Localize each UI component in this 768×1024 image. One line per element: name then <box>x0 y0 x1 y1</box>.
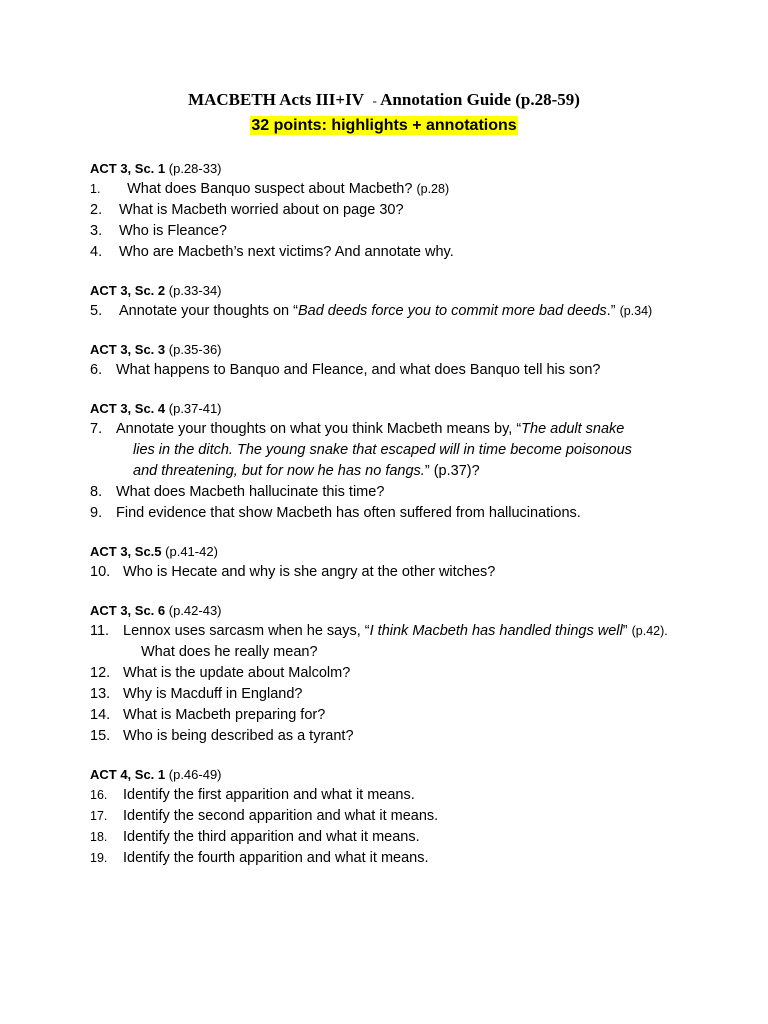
question-item: 3. Who is Fleance? <box>90 223 227 239</box>
question-item: 18. Identify the third apparition and what it means. <box>90 829 420 845</box>
section-act3-sc2 <box>90 280 730 322</box>
question-item: 5. Annotate your thoughts on “Bad deeds force you to commit more bad deeds.” (p.34) <box>90 303 653 319</box>
question-item: 12. What is the update about Malcolm? <box>90 665 351 681</box>
title-separator: - <box>372 93 377 108</box>
section-heading: ACT 3, Sc. 1 (p.28-33) <box>90 161 222 176</box>
question-continuation: and threatening, but for now he has no fangs.” (p.37)? <box>133 463 480 479</box>
question-item: 9. Find evidence that show Macbeth has often suffered from hallucinations. <box>90 505 581 521</box>
question-item: 7. Annotate your thoughts on what you think Macbeth means by, “The adult snake <box>90 421 625 437</box>
section-act3-sc3 <box>90 339 730 381</box>
question-item: 1. What does Banquo suspect about Macbeth? (p.28) <box>90 181 450 197</box>
section-heading: ACT 3, Sc. 2 (p.33-34) <box>90 283 222 298</box>
question-item: 19. Identify the fourth apparition and what it means. <box>90 850 429 866</box>
title-rest: Annotation Guide (p.28-59) <box>380 90 580 109</box>
question-item: 14. What is Macbeth preparing for? <box>90 707 326 723</box>
section-heading: ACT 4, Sc. 1 (p.46-49) <box>90 767 222 782</box>
section-act3-sc5 <box>90 541 730 583</box>
question-item: 2. What is Macbeth worried about on page 30? <box>90 202 404 218</box>
question-item: 15. Who is being described as a tyrant? <box>90 728 354 744</box>
question-item: 6. What happens to Banquo and Fleance, and what does Banquo tell his son? <box>90 362 601 378</box>
question-list <box>90 158 730 886</box>
section-act3-sc1 <box>90 158 730 263</box>
section-heading: ACT 3, Sc. 6 (p.42-43) <box>90 603 222 618</box>
question-item: 17. Identify the second apparition and what it means. <box>90 808 439 824</box>
section-act4-sc1 <box>90 764 730 869</box>
question-item: 10. Who is Hecate and why is she angry at the other witches? <box>90 564 496 580</box>
section-act3-sc6 <box>90 600 730 747</box>
page-subtitle <box>0 117 768 135</box>
section-heading: ACT 3, Sc. 3 (p.35-36) <box>90 342 222 357</box>
question-item: 11. Lennox uses sarcasm when he says, “I think Macbeth has handled things well” (p.42). <box>90 623 668 639</box>
title-main: MACBETH Acts III+IV <box>188 90 364 109</box>
question-item: 4. Who are Macbeth’s next victims? And annotate why. <box>90 244 454 260</box>
question-item: 13. Why is Macduff in England? <box>90 686 303 702</box>
section-act3-sc4 <box>90 398 730 524</box>
question-continuation: What does he really mean? <box>141 644 318 660</box>
question-continuation: lies in the ditch. The young snake that escaped will in time become poisonous <box>133 442 632 458</box>
section-heading: ACT 3, Sc.5 (p.41-42) <box>90 544 218 559</box>
page-title <box>0 90 768 110</box>
question-item: 8. What does Macbeth hallucinate this time? <box>90 484 385 500</box>
question-item: 16. Identify the first apparition and what it means. <box>90 787 415 803</box>
section-heading: ACT 3, Sc. 4 (p.37-41) <box>90 401 222 416</box>
highlighted-subtitle: 32 points: highlights + annotations <box>251 117 517 134</box>
